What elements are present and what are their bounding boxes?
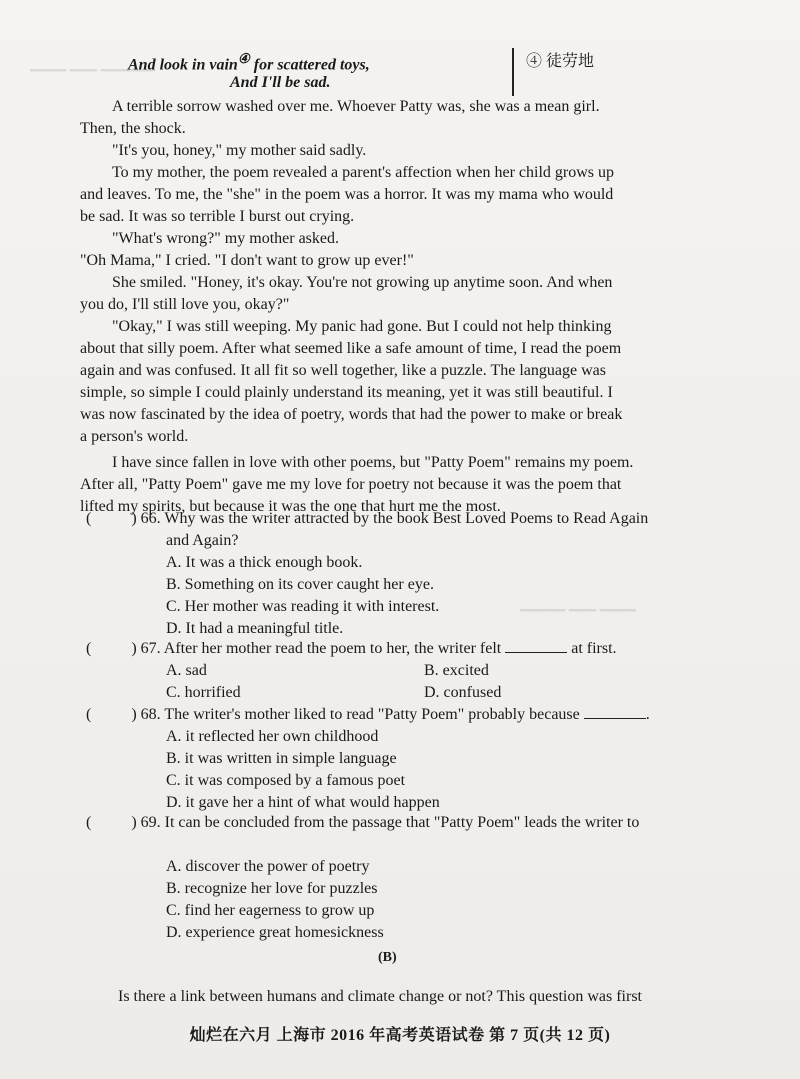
bleed-through-mark: ━━━━ ━━━ ━━━━━━ (30, 61, 155, 77)
question-67: ( ) 67. After her mother read the poem to her, the writer felt at first. (86, 640, 617, 657)
para-line: A terrible sorrow washed over me. Whoever Patty was, she was a mean girl. (112, 98, 600, 115)
page-footer: 灿烂在六月 上海市 2016 年高考英语试卷 第 7 页(共 12 页) (189, 1027, 611, 1044)
para-line: be sad. It was so terrible I burst out crying. (80, 208, 355, 225)
question-69-option-c[interactable]: C. find her eagerness to grow up (166, 902, 375, 919)
question-66-option-b[interactable]: B. Something on its cover caught her eye. (166, 576, 434, 593)
para-line: After all, "Patty Poem" gave me my love for poetry not because it was the poem that (80, 476, 622, 493)
question-68-option-c[interactable]: C. it was composed by a famous poet (166, 772, 406, 789)
para-line: you do, I'll still love you, okay?" (80, 296, 290, 313)
poem-line-1: And look in vain④ for scattered toys, (128, 51, 370, 74)
answer-blank[interactable] (584, 704, 646, 719)
question-67-option-c[interactable]: C. horrified (166, 684, 241, 701)
question-66-stem-cont: and Again? (166, 532, 239, 549)
para-line: about that silly poem. After what seemed like a safe amount of time, I read the poem (80, 340, 622, 357)
question-68: ( ) 68. The writer's mother liked to read "Patty Poem" probably because . (86, 706, 650, 723)
passage-b-first-line: Is there a link between humans and climate change or not? This question was first (118, 988, 642, 1005)
para-line: a person's world. (80, 428, 189, 445)
question-66: ( ) 66. Why was the writer attracted by the book Best Loved Poems to Read Again (86, 510, 649, 527)
bleed-through-mark: ━━━━━ ━━━ ━━━━ (520, 601, 636, 617)
question-69-option-d[interactable]: D. experience great homesickness (166, 924, 384, 941)
question-66-option-c[interactable]: C. Her mother was reading it with interest. (166, 598, 440, 615)
answer-blank[interactable] (505, 638, 567, 653)
question-69-option-b[interactable]: B. recognize her love for puzzles (166, 880, 378, 897)
para-line: again and was confused. It all fit so well together, like a puzzle. The language was (80, 362, 606, 379)
question-67-option-a[interactable]: A. sad (166, 662, 207, 679)
para-line: was now fascinated by the idea of poetry, words that had the power to make or break (80, 406, 623, 423)
para-line: I have since fallen in love with other poems, but "Patty Poem" remains my poem. (112, 454, 634, 471)
section-heading: (B) (378, 950, 397, 965)
footnote-gloss: ④ 徒劳地 (512, 48, 594, 96)
para-line: "What's wrong?" my mother asked. (112, 230, 339, 247)
question-66-option-d[interactable]: D. It had a meaningful title. (166, 620, 344, 637)
question-68-option-a[interactable]: A. it reflected her own childhood (166, 728, 379, 745)
question-66-option-a[interactable]: A. It was a thick enough book. (166, 554, 363, 571)
question-67-option-d[interactable]: D. confused (424, 684, 502, 701)
question-68-option-b[interactable]: B. it was written in simple language (166, 750, 397, 767)
para-line: lifted my spirits, but because it was the one that hurt me the most. (80, 498, 501, 515)
question-67-option-b[interactable]: B. excited (424, 662, 489, 679)
para-line: simple, so simple I could plainly understand its meaning, yet it was still beautiful. I (80, 384, 613, 401)
para-line: "It's you, honey," my mother said sadly. (112, 142, 367, 159)
question-69-option-a[interactable]: A. discover the power of poetry (166, 858, 370, 875)
para-line: She smiled. "Honey, it's okay. You're not growing up anytime soon. And when (112, 274, 613, 291)
para-line: Then, the shock. (80, 120, 186, 137)
question-68-option-d[interactable]: D. it gave her a hint of what would happen (166, 794, 440, 811)
para-line: "Oh Mama," I cried. "I don't want to grow up ever!" (80, 252, 414, 269)
para-line: and leaves. To me, the "she" in the poem was a horror. It was my mama who would (80, 186, 614, 203)
question-69: ( ) 69. It can be concluded from the passage that "Patty Poem" leads the writer to (86, 814, 640, 831)
para-line: "Okay," I was still weeping. My panic had gone. But I could not help thinking (112, 318, 612, 335)
para-line: To my mother, the poem revealed a parent's affection when her child grows up (112, 164, 614, 181)
poem-line-2: And I'll be sad. (230, 74, 331, 91)
